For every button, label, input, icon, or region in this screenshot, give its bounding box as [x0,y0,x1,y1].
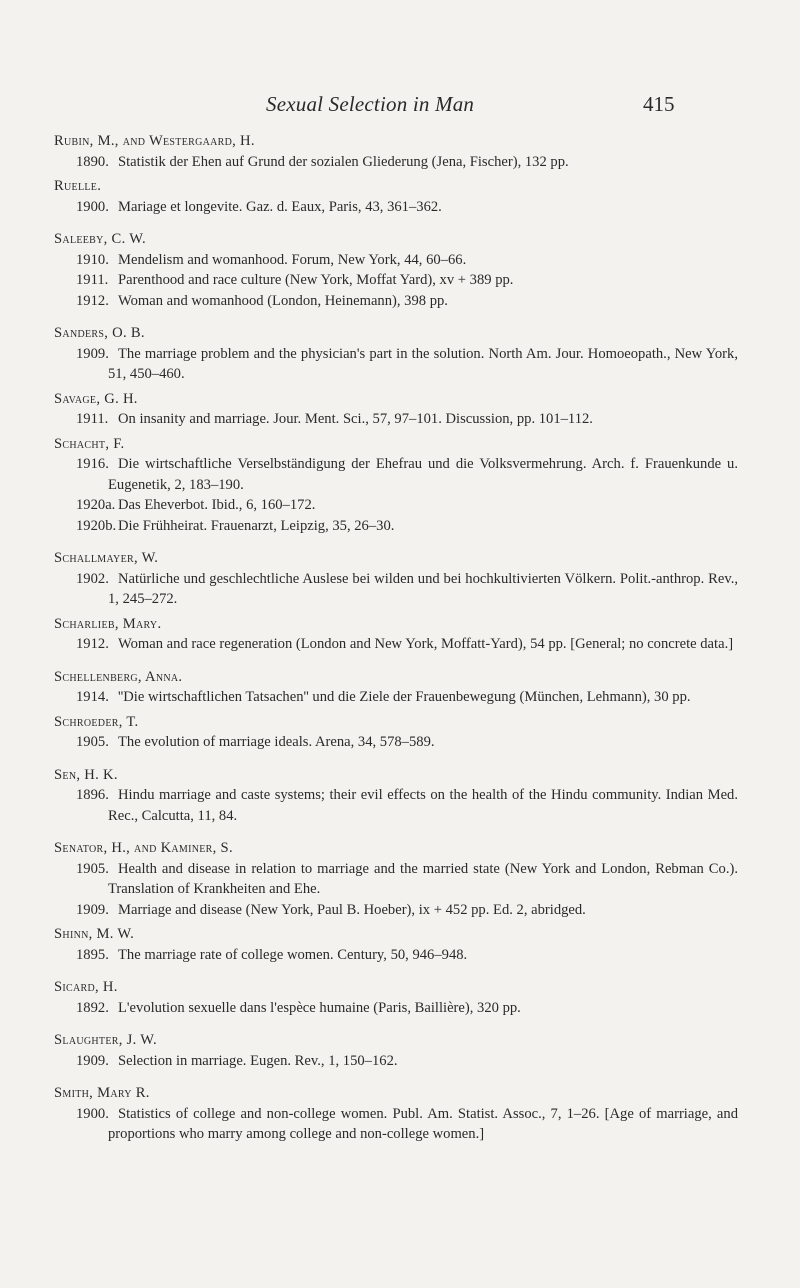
entry-reference [54,291,738,312]
bibliography-entry [54,131,738,172]
entry-reference [54,634,738,655]
reference-text: Statistics of college and non-college women. Publ. Am. Statist. Assoc., 7, 1–26. [Age of marriage, and proportions who marry among college and non-college women.] [108,1105,738,1142]
reference-text: Hindu marriage and caste systems; their evil effects on the health of the Hindu community. Indian Med. Rec., Calcutta, 11, 84. [108,787,738,824]
reference-text: Die Frühheirat. Frauenarzt, Leipzig, 35, 26–30. [118,517,395,534]
entry-reference [54,152,738,173]
reference-text: Parenthood and race culture (New York, Moffat Yard), xv + 389 pp. [118,272,514,288]
reference-year: 1905. [76,734,109,750]
reference-text: Health and disease in relation to marriage and the married state (New York and London, Rebman Co.). Translation of Krankheiten and Ehe. [108,860,738,897]
bibliography-entry [54,389,738,430]
reference-text: The marriage problem and the physician's part in the solution. North Am. Jour. Homoeopath., New York, 51, 450–460. [108,345,738,382]
entry-reference [54,454,738,495]
reference-year: 1911. [76,411,109,427]
entry-reference [54,859,738,900]
entry-reference [54,569,738,610]
running-title: Sexual Selection in Man [266,92,475,116]
entry-reference [54,900,738,921]
bibliography-entry [54,765,738,827]
reference-text: Woman and race regeneration (London and New York, Moffatt-Yard), 54 pp. [General; no concrete data.] [118,636,734,652]
entry-author: Saleeby, C. W. [54,231,146,247]
reference-text: ''Die wirtschaftlichen Tatsachen'' und die Ziele der Frauenbewegung (München, Lehmann), 30 pp. [118,689,691,705]
reference-year: 1892. [76,999,109,1016]
reference-text: On insanity and marriage. Jour. Ment. Sci., 57, 97–101. Discussion, pp. 101–112. [118,411,593,427]
reference-year: 1900. [76,1105,109,1122]
page-header [0,92,800,122]
reference-text: Die wirtschaftliche Verselbständigung der Ehefrau und die Volksvermehrung. Arch. f. Frauenkunde u. Eugenetik, 2, 183–190. [108,456,738,493]
bibliography-entry [54,229,738,311]
reference-text: Selection in marriage. Eugen. Rev., 1, 150–162. [118,1052,398,1069]
entry-reference [54,732,738,753]
bibliography-entry [54,1083,738,1145]
reference-text: Woman and womanhood (London, Heinemann), 398 pp. [118,292,448,309]
reference-year: 1895. [76,946,109,963]
entry-author: Smith, Mary R. [54,1085,150,1101]
entry-author: Sanders, O. B. [54,325,145,341]
reference-year: 1912. [76,636,109,652]
entry-reference [54,197,738,218]
reference-text: Statistik der Ehen auf Grund der sozialen Gliederung (Jena, Fischer), 132 pp. [118,153,569,170]
reference-year: 1909. [76,345,109,362]
reference-year: 1910. [76,251,109,268]
entry-reference [54,344,738,385]
entry-reference [54,516,738,537]
entry-reference [54,687,738,708]
entry-reference [54,1051,738,1072]
reference-text: The marriage rate of college women. Century, 50, 946–948. [118,946,468,963]
entry-reference [54,250,738,271]
bibliography-entry [54,924,738,965]
entry-reference [54,495,738,516]
reference-year: 1896. [76,787,109,803]
reference-text: Mariage et longevite. Gaz. d. Eaux, Paris, 43, 361–362. [118,198,442,215]
entry-reference [54,1104,738,1145]
entry-author: Schroeder, T. [54,713,139,730]
bibliography-entry [54,838,738,920]
reference-text: Natürliche und geschlechtliche Auslese bei wilden und bei hochkultivierten Völkern. Polit.-anthrop. Rev., 1, 245–272. [108,570,738,607]
entry-author: Sen, H. K. [54,766,118,783]
entry-author: Sicard, H. [54,979,118,995]
reference-year: 1920b. [76,517,117,534]
entry-reference [54,945,738,966]
bibliography-entry [54,548,738,610]
reference-text: Das Eheverbot. Ibid., 6, 160–172. [118,497,316,513]
entry-reference [54,785,738,826]
entry-author: Schallmayer, W. [54,550,159,566]
reference-text: The evolution of marriage ideals. Arena, 34, 578–589. [118,734,435,750]
reference-text: Mendelism and womanhood. Forum, New York, 44, 60–66. [118,251,467,268]
reference-year: 1911. [76,272,109,288]
entry-author: Schacht, F. [54,435,125,452]
reference-text: Marriage and disease (New York, Paul B. Hoeber), ix + 452 pp. Ed. 2, abridged. [118,901,586,918]
entry-reference [54,998,738,1019]
bibliography-entry [54,977,738,1018]
reference-year: 1916. [76,456,109,472]
reference-year: 1902. [76,570,109,587]
entry-author: Ruelle. [54,178,102,194]
bibliography-entry [54,1030,738,1071]
entry-author: Shinn, M. W. [54,926,135,942]
reference-year: 1909. [76,901,109,918]
entry-reference [54,409,738,430]
bibliography-entry [54,323,738,385]
entry-reference [54,270,738,291]
entry-author: Rubin, M., and Westergaard, H. [54,133,255,149]
bibliography-entry [54,434,738,537]
reference-year: 1920a. [76,497,116,513]
bibliography-entry [54,667,738,708]
page-number: 415 [643,92,675,116]
entry-author: Scharlieb, Mary. [54,615,162,632]
reference-text: L'evolution sexuelle dans l'espèce humaine (Paris, Baillière), 320 pp. [118,999,521,1016]
reference-year: 1912. [76,292,109,309]
reference-year: 1890. [76,153,109,170]
reference-year: 1914. [76,689,109,705]
entry-author: Senator, H., and Kaminer, S. [54,840,233,856]
entry-author: Schellenberg, Anna. [54,668,183,685]
entry-author: Savage, G. H. [54,390,138,407]
bibliography-entry [54,176,738,217]
reference-year: 1909. [76,1052,109,1069]
reference-year: 1905. [76,860,109,877]
entry-author: Slaughter, J. W. [54,1032,157,1048]
reference-year: 1900. [76,198,109,215]
bibliography-entry [54,712,738,753]
bibliography-entry [54,614,738,655]
bibliography-list [54,131,738,1149]
